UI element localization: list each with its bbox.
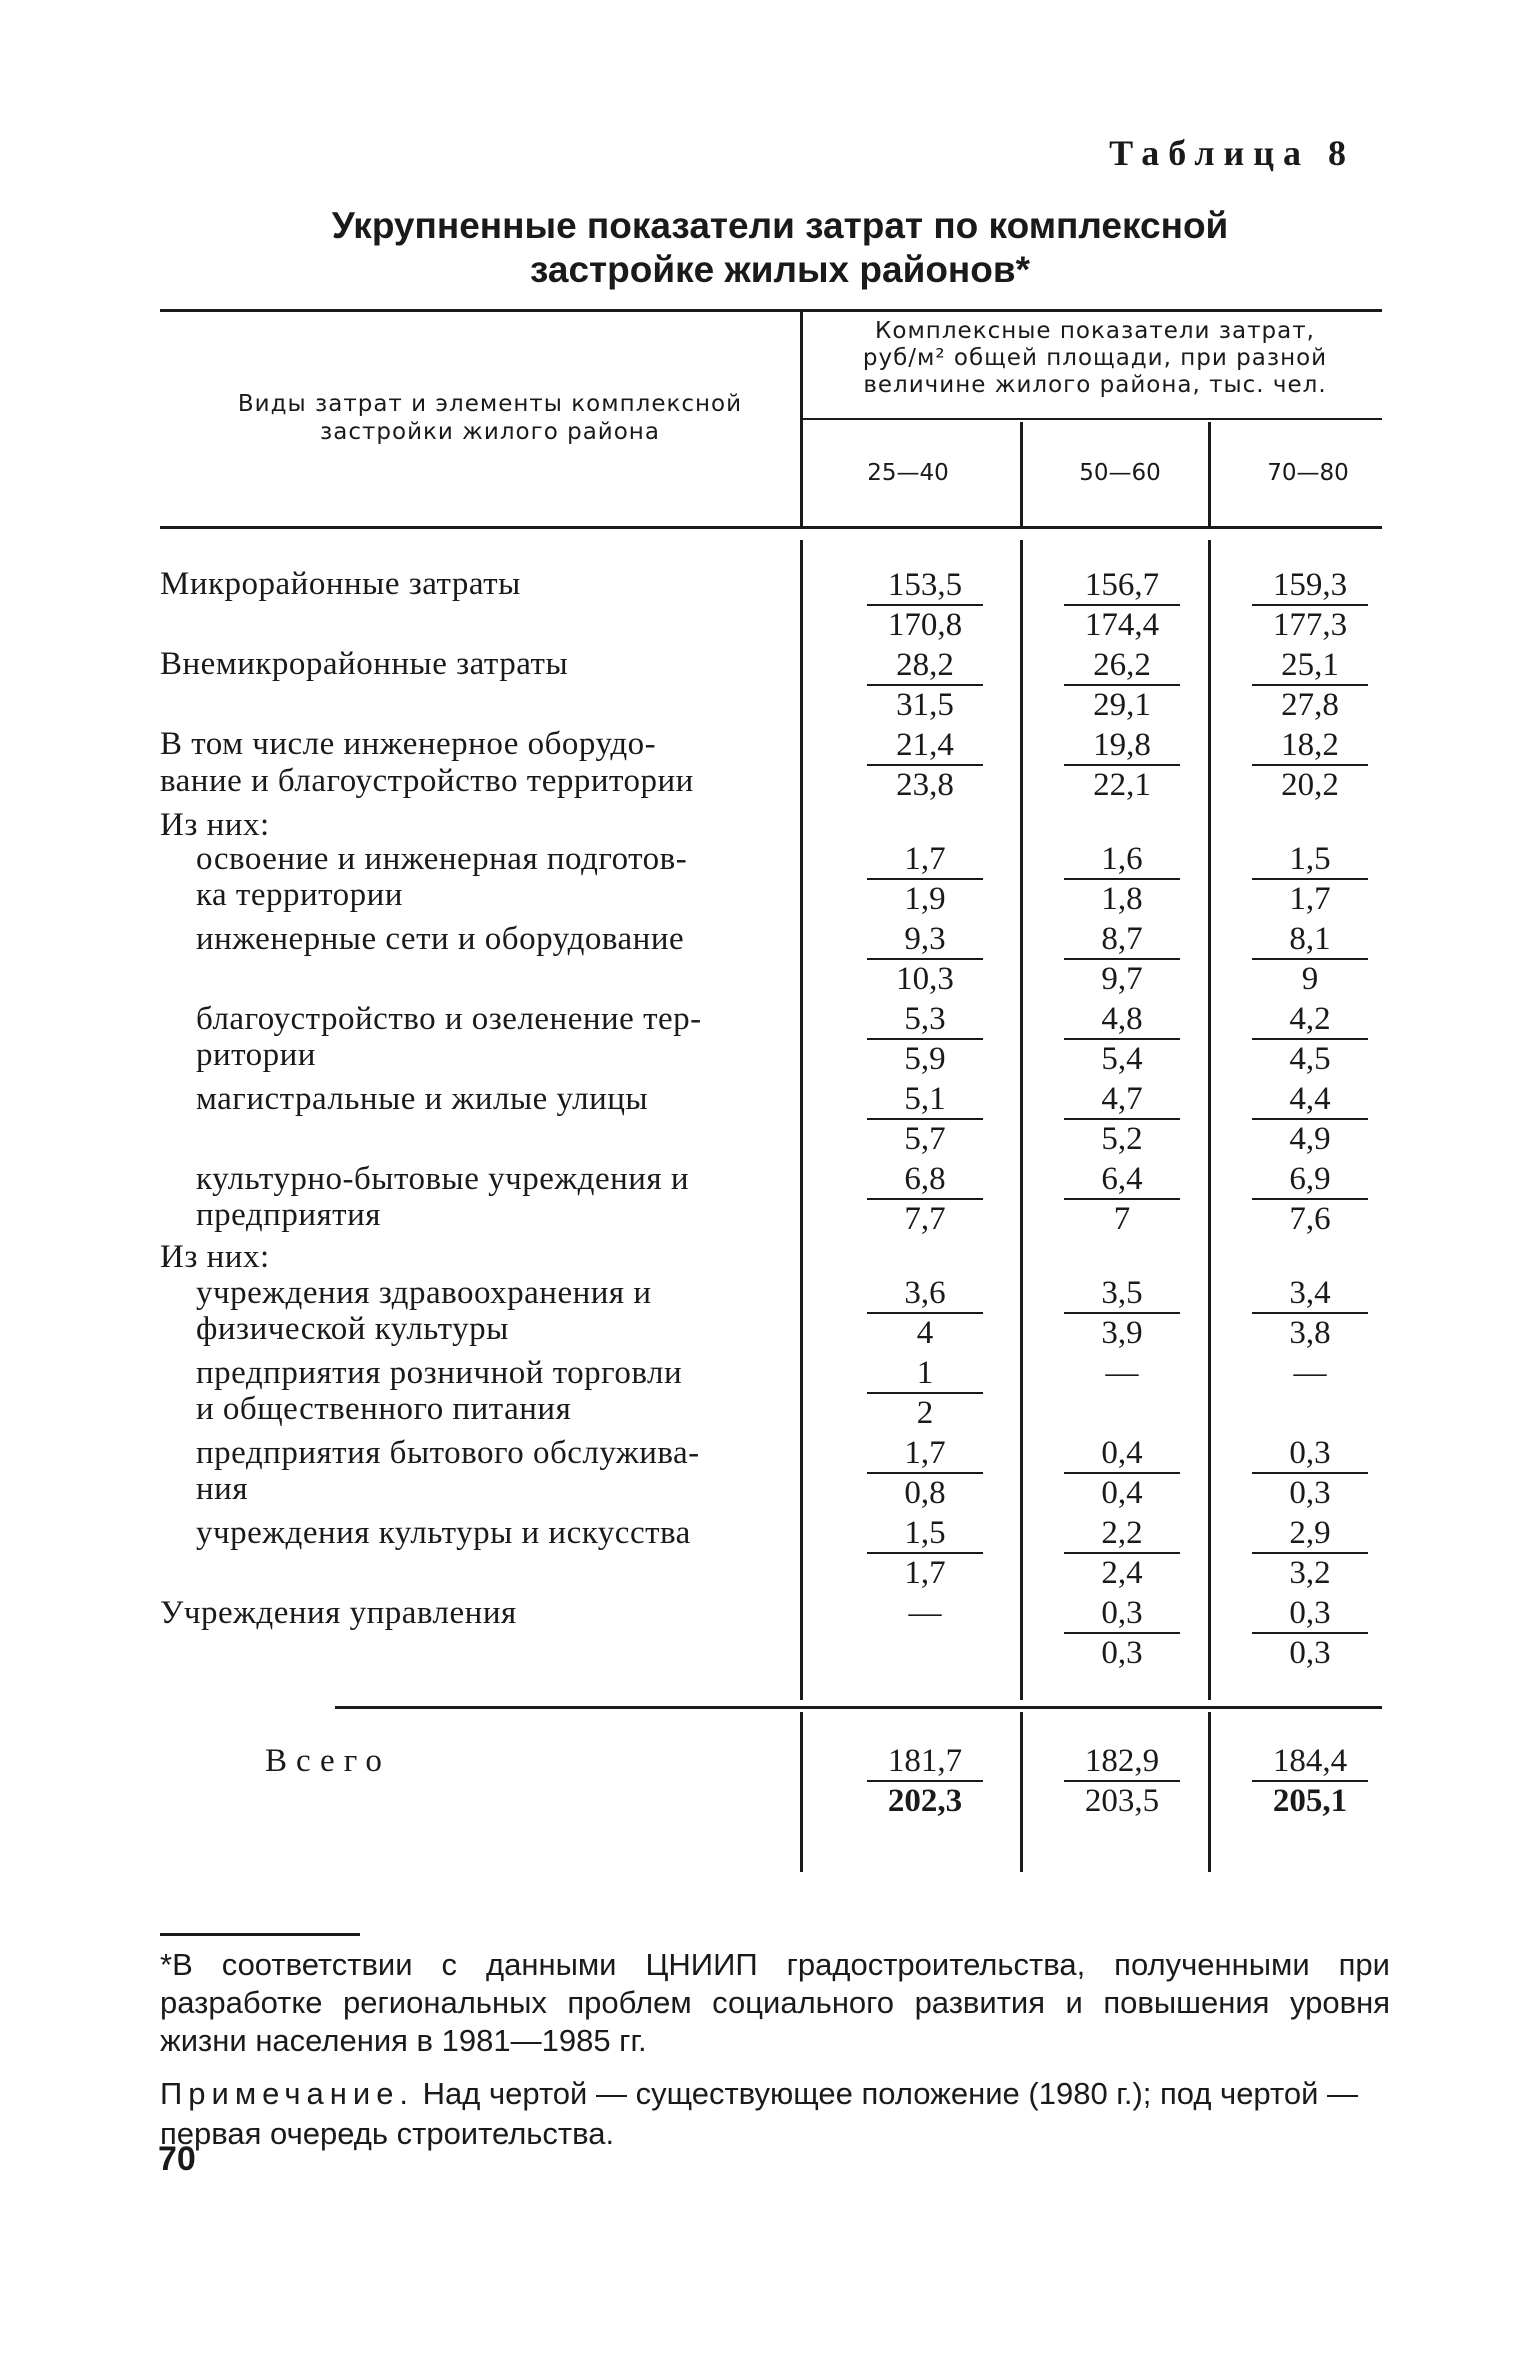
value-after: 4 xyxy=(916,1315,934,1351)
value-before: 19,8 xyxy=(1093,727,1151,763)
column-divider-2-body xyxy=(1020,540,1023,1700)
value-before: 153,5 xyxy=(887,567,963,603)
value-after: 31,5 xyxy=(896,687,954,723)
note-label: Примечание. xyxy=(160,2076,415,2111)
value-cell xyxy=(1250,1514,1370,1592)
value-before: 21,4 xyxy=(896,727,954,763)
row-label: Внемикрорайонные затраты xyxy=(160,646,569,682)
value-before: 5,3 xyxy=(904,1001,946,1037)
value-after: 20,2 xyxy=(1281,767,1339,803)
value-after: 22,1 xyxy=(1093,767,1151,803)
header-right-line-2: руб/м² общей площади, при разной xyxy=(862,345,1328,371)
value-before: 4,8 xyxy=(1101,1001,1143,1037)
value-cell xyxy=(1250,1434,1370,1512)
total-before: 181,7 xyxy=(887,1743,963,1779)
value-after: 3,2 xyxy=(1289,1555,1331,1591)
value-after: 177,3 xyxy=(1272,607,1348,643)
value-after: 5,9 xyxy=(904,1041,946,1077)
value-after: 9 xyxy=(1301,961,1319,997)
row-label: предприятия розничной торговли xyxy=(196,1355,683,1391)
total-before: 182,9 xyxy=(1084,1743,1160,1779)
value-after: 27,8 xyxy=(1281,687,1339,723)
value-before: 1,5 xyxy=(1289,841,1331,877)
value-before: 4,2 xyxy=(1289,1001,1331,1037)
value-after: 170,8 xyxy=(887,607,963,643)
value-cell xyxy=(1062,1080,1182,1158)
column-divider-3-total xyxy=(1208,1712,1211,1872)
row-label: инженерные сети и оборудование xyxy=(196,921,685,957)
value-after: 0,3 xyxy=(1289,1635,1331,1671)
value-before: 1,7 xyxy=(904,1435,946,1471)
value-before: 159,3 xyxy=(1272,567,1348,603)
column-header-50-60: 50—60 xyxy=(1079,460,1161,486)
value-before: 0,4 xyxy=(1101,1435,1143,1471)
value-cell xyxy=(1062,566,1182,644)
value-cell xyxy=(1062,646,1182,724)
value-before: — xyxy=(1293,1355,1327,1391)
value-before: 5,1 xyxy=(904,1081,946,1117)
row-label-cont: ка территории xyxy=(196,877,403,913)
value-cell xyxy=(865,1434,985,1512)
total-label: Всего xyxy=(265,1743,391,1779)
row-label: В том числе инженерное оборудо- xyxy=(160,726,657,762)
value-cell xyxy=(1062,1274,1182,1352)
value-cell xyxy=(1250,1354,1370,1392)
value-cell xyxy=(865,1594,985,1632)
value-before: 4,4 xyxy=(1289,1081,1331,1117)
value-before: 0,3 xyxy=(1101,1595,1143,1631)
value-cell xyxy=(1062,1000,1182,1078)
header-right xyxy=(810,318,1380,399)
title-line-1: Укрупненные показатели затрат по комплексной xyxy=(331,205,1229,246)
value-after: 0,3 xyxy=(1101,1635,1143,1671)
value-before: 6,4 xyxy=(1101,1161,1143,1197)
value-before: 8,1 xyxy=(1289,921,1331,957)
value-before: 3,4 xyxy=(1289,1275,1331,1311)
row-label: магистральные и жилые улицы xyxy=(196,1081,649,1117)
table-title xyxy=(160,204,1400,292)
value-before: 1,5 xyxy=(904,1515,946,1551)
footnote-rule xyxy=(160,1933,360,1936)
value-after: 3,9 xyxy=(1101,1315,1143,1351)
value-before: 156,7 xyxy=(1084,567,1160,603)
header-left-line-1: Виды затрат и элементы комплексной xyxy=(237,391,743,417)
value-cell xyxy=(1250,646,1370,724)
value-after: 5,7 xyxy=(904,1121,946,1157)
value-after: 174,4 xyxy=(1084,607,1160,643)
value-before: 28,2 xyxy=(896,647,954,683)
value-after: 9,7 xyxy=(1101,961,1143,997)
value-cell xyxy=(1250,726,1370,804)
row-label: Учреждения управления xyxy=(160,1595,517,1631)
footnote: *В соответствии с данными ЦНИИП градостроительства, полученными при разработке региональных проблем социального развития и повышения уровня жизни населения в 1981—1985 гг. xyxy=(160,1947,1390,2058)
value-cell xyxy=(1062,1434,1182,1512)
column-divider-main-body xyxy=(800,540,803,1700)
value-before: 2,2 xyxy=(1101,1515,1143,1551)
value-before: 6,8 xyxy=(904,1161,946,1197)
row-label-cont: ния xyxy=(196,1471,248,1507)
value-before: 8,7 xyxy=(1101,921,1143,957)
value-cell xyxy=(1062,1514,1182,1592)
value-cell xyxy=(865,1354,985,1432)
value-cell xyxy=(1250,1594,1370,1672)
value-before: 3,5 xyxy=(1101,1275,1143,1311)
value-after: 5,2 xyxy=(1101,1121,1143,1157)
value-cell xyxy=(1250,920,1370,998)
value-after: 7,7 xyxy=(904,1201,946,1237)
value-after: 0,4 xyxy=(1101,1475,1143,1511)
value-before: 0,3 xyxy=(1289,1595,1331,1631)
header-right-line-3: величине жилого района, тыс. чел. xyxy=(863,372,1327,398)
table-number: Таблица 8 xyxy=(1109,133,1355,173)
header-sub-rule xyxy=(802,418,1382,420)
value-before: — xyxy=(908,1595,942,1631)
value-after: 4,5 xyxy=(1289,1041,1331,1077)
value-after: 1,7 xyxy=(1289,881,1331,917)
total-after: 205,1 xyxy=(1272,1783,1348,1819)
table-top-rule xyxy=(160,309,1382,312)
note-text: Над чертой — существующее положение (1980 г.); под чертой — первая очередь строительства. xyxy=(160,2076,1359,2151)
row-label-cont: физической культуры xyxy=(196,1311,509,1347)
note xyxy=(160,2074,1390,2154)
value-after: 29,1 xyxy=(1093,687,1151,723)
value-before: 0,3 xyxy=(1289,1435,1331,1471)
row-label-cont: вание и благоустройство территории xyxy=(160,763,694,799)
value-after: 1,7 xyxy=(904,1555,946,1591)
row-label: благоустройство и озеленение тер- xyxy=(196,1001,702,1037)
value-cell xyxy=(865,920,985,998)
total-value-cell xyxy=(1250,1742,1370,1820)
row-label-cont: и общественного питания xyxy=(196,1391,572,1427)
total-after: 202,3 xyxy=(887,1783,963,1819)
value-before: 1 xyxy=(916,1355,934,1391)
value-after: 0,8 xyxy=(904,1475,946,1511)
row-label: учреждения культуры и искусства xyxy=(196,1515,691,1551)
value-before: 9,3 xyxy=(904,921,946,957)
value-after: 5,4 xyxy=(1101,1041,1143,1077)
row-label: культурно-бытовые учреждения и xyxy=(196,1161,690,1197)
value-cell xyxy=(865,1080,985,1158)
row-label: предприятия бытового обслужива- xyxy=(196,1435,700,1471)
value-after: 2 xyxy=(916,1395,934,1431)
row-label-cont: ритории xyxy=(196,1037,316,1073)
value-before: 1,7 xyxy=(904,841,946,877)
total-after: 203,5 xyxy=(1084,1783,1160,1819)
row-label-cont: предприятия xyxy=(196,1197,381,1233)
value-cell xyxy=(1250,1000,1370,1078)
row-label: Микрорайонные затраты xyxy=(160,566,521,602)
value-cell xyxy=(1250,1274,1370,1352)
row-label: Из них: xyxy=(160,807,270,843)
total-value-cell xyxy=(1062,1742,1182,1820)
value-after: 3,8 xyxy=(1289,1315,1331,1351)
value-before: 18,2 xyxy=(1281,727,1339,763)
column-header-70-80: 70—80 xyxy=(1267,460,1349,486)
value-cell xyxy=(865,1160,985,1238)
title-line-2: застройке жилых районов* xyxy=(529,249,1031,290)
value-cell xyxy=(865,566,985,644)
value-cell xyxy=(1062,1160,1182,1238)
value-after: 1,9 xyxy=(904,881,946,917)
total-value-cell xyxy=(865,1742,985,1820)
value-before: 6,9 xyxy=(1289,1161,1331,1197)
value-after: 10,3 xyxy=(896,961,954,997)
value-cell xyxy=(865,840,985,918)
value-before: 2,9 xyxy=(1289,1515,1331,1551)
header-left xyxy=(170,390,810,446)
value-before: 4,7 xyxy=(1101,1081,1143,1117)
value-cell xyxy=(1062,726,1182,804)
total-top-rule xyxy=(335,1706,1382,1709)
value-after: 0,3 xyxy=(1289,1475,1331,1511)
value-cell xyxy=(1250,566,1370,644)
total-before: 184,4 xyxy=(1272,1743,1348,1779)
header-right-line-1: Комплексные показатели затрат, xyxy=(875,318,1315,344)
column-header-25-40: 25—40 xyxy=(867,460,949,486)
value-cell xyxy=(865,1274,985,1352)
header-left-line-2: застройки жилого района xyxy=(320,419,660,445)
column-divider-2-total xyxy=(1020,1712,1023,1872)
header-bottom-rule xyxy=(160,526,1382,529)
value-cell xyxy=(1250,1160,1370,1238)
value-cell xyxy=(1250,1080,1370,1158)
value-after: 23,8 xyxy=(896,767,954,803)
row-label: Из них: xyxy=(160,1239,270,1275)
value-before: — xyxy=(1105,1355,1139,1391)
value-after: 4,9 xyxy=(1289,1121,1331,1157)
value-before: 1,6 xyxy=(1101,841,1143,877)
value-cell xyxy=(865,1514,985,1592)
value-before: 25,1 xyxy=(1281,647,1339,683)
value-cell xyxy=(1062,1594,1182,1672)
value-after: 7,6 xyxy=(1289,1201,1331,1237)
column-divider-main-total xyxy=(800,1712,803,1872)
column-divider-3-body xyxy=(1208,540,1211,1700)
value-before: 3,6 xyxy=(904,1275,946,1311)
value-cell xyxy=(1062,920,1182,998)
value-after: 1,8 xyxy=(1101,881,1143,917)
value-cell xyxy=(1062,1354,1182,1392)
value-cell xyxy=(865,1000,985,1078)
value-cell xyxy=(1062,840,1182,918)
value-cell xyxy=(865,726,985,804)
value-before: 26,2 xyxy=(1093,647,1151,683)
value-cell xyxy=(865,646,985,724)
value-after: 7 xyxy=(1113,1201,1131,1237)
value-cell xyxy=(1250,840,1370,918)
row-label: освоение и инженерная подготов- xyxy=(196,841,688,877)
row-label: учреждения здравоохранения и xyxy=(196,1275,652,1311)
page-number: 70 xyxy=(158,2140,196,2178)
value-after: 2,4 xyxy=(1101,1555,1143,1591)
